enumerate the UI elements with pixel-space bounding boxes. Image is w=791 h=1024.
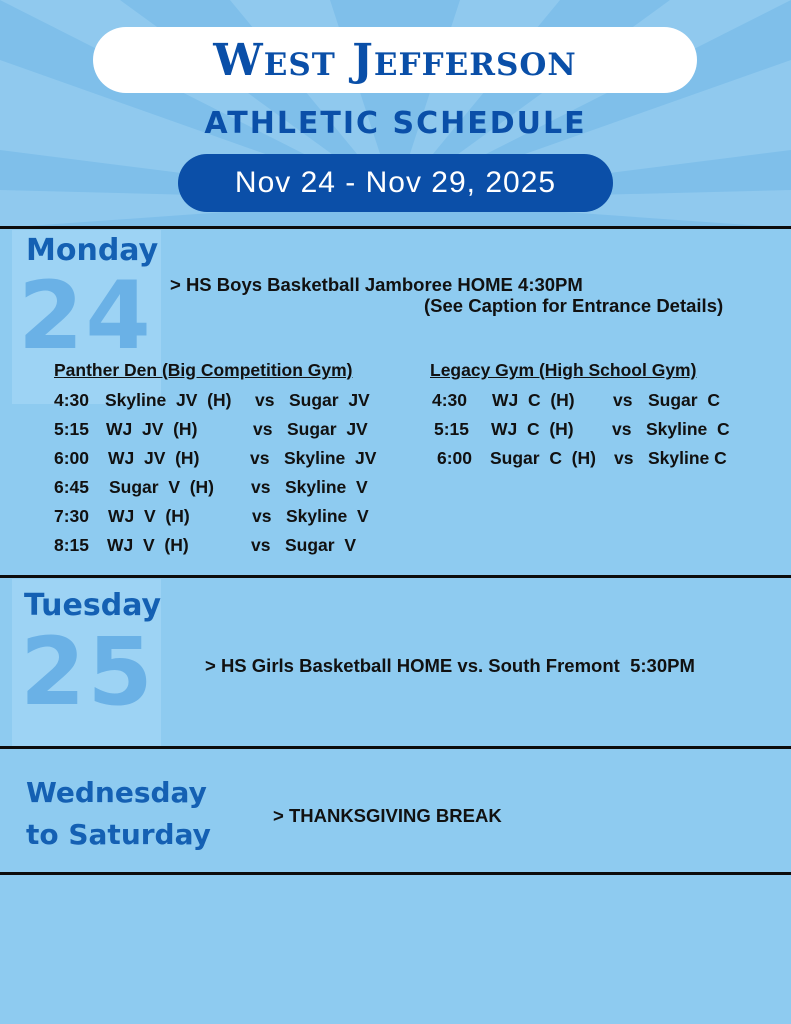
header-banner: [0, 0, 791, 228]
game-away: Skyline JV: [284, 448, 377, 468]
game-away: Skyline V: [285, 477, 368, 497]
divider: [0, 575, 791, 578]
game-away: Sugar JV: [287, 419, 368, 439]
divider: [0, 746, 791, 749]
monday-event-note: (See Caption for Entrance Details): [424, 295, 724, 316]
wed-sat-event: > THANKSGIVING BREAK: [273, 805, 502, 826]
game-home: WJ JV (H): [108, 448, 200, 468]
game-away: Skyline C: [646, 419, 730, 439]
game-time: 5:15: [54, 419, 90, 439]
game-vs: vs: [252, 506, 272, 526]
game-time: 4:30: [432, 390, 468, 410]
game-time: 6:00: [54, 448, 90, 468]
game-vs: vs: [253, 419, 273, 439]
game-away: Sugar C: [648, 390, 720, 410]
game-vs: vs: [250, 448, 270, 468]
game-time: 6:45: [54, 477, 90, 497]
game-home: WJ JV (H): [106, 419, 198, 439]
game-time: 6:00: [437, 448, 473, 468]
game-time: 5:15: [434, 419, 470, 439]
school-title: West Jefferson: [93, 27, 697, 93]
game-vs: vs: [613, 390, 633, 410]
tuesday-date-number: 25: [20, 618, 155, 727]
divider: [0, 872, 791, 875]
wed-sat-label: [26, 772, 211, 856]
monday-event: > HS Boys Basketball Jamboree HOME 4:30PM: [170, 274, 583, 295]
game-vs: vs: [251, 477, 271, 497]
panther-den-heading: Panther Den (Big Competition Gym): [54, 360, 353, 380]
monday-label: Monday: [26, 233, 159, 268]
tuesday-event: > HS Girls Basketball HOME vs. South Fremont 5:30PM: [205, 655, 695, 676]
game-vs: vs: [614, 448, 634, 468]
game-vs: vs: [255, 390, 275, 410]
game-vs: vs: [612, 419, 632, 439]
game-away: Skyline V: [286, 506, 369, 526]
game-home: WJ C (H): [492, 390, 575, 410]
game-home: Sugar V (H): [109, 477, 215, 497]
legacy-gym-heading: Legacy Gym (High School Gym): [430, 360, 697, 380]
tuesday-label: Tuesday: [24, 588, 162, 623]
divider: [0, 226, 791, 229]
wed-sat-label-line2: to Saturday: [26, 818, 211, 851]
game-away: Skyline C: [648, 448, 727, 468]
game-home: WJ V (H): [108, 506, 190, 526]
game-away: Sugar JV: [289, 390, 370, 410]
game-home: Skyline JV (H): [105, 390, 232, 410]
game-time: 4:30: [54, 390, 90, 410]
date-range-badge: Nov 24 - Nov 29, 2025: [178, 154, 613, 212]
monday-date-number: 24: [18, 262, 153, 371]
game-home: WJ C (H): [491, 419, 574, 439]
game-home: Sugar C (H): [490, 448, 596, 468]
game-home: WJ V (H): [107, 535, 189, 555]
game-time: 8:15: [54, 535, 90, 555]
game-vs: vs: [251, 535, 271, 555]
schedule-subtitle: ATHLETIC SCHEDULE: [204, 106, 587, 141]
wed-sat-label-line1: Wednesday: [26, 776, 207, 809]
game-time: 7:30: [54, 506, 90, 526]
game-away: Sugar V: [285, 535, 356, 555]
